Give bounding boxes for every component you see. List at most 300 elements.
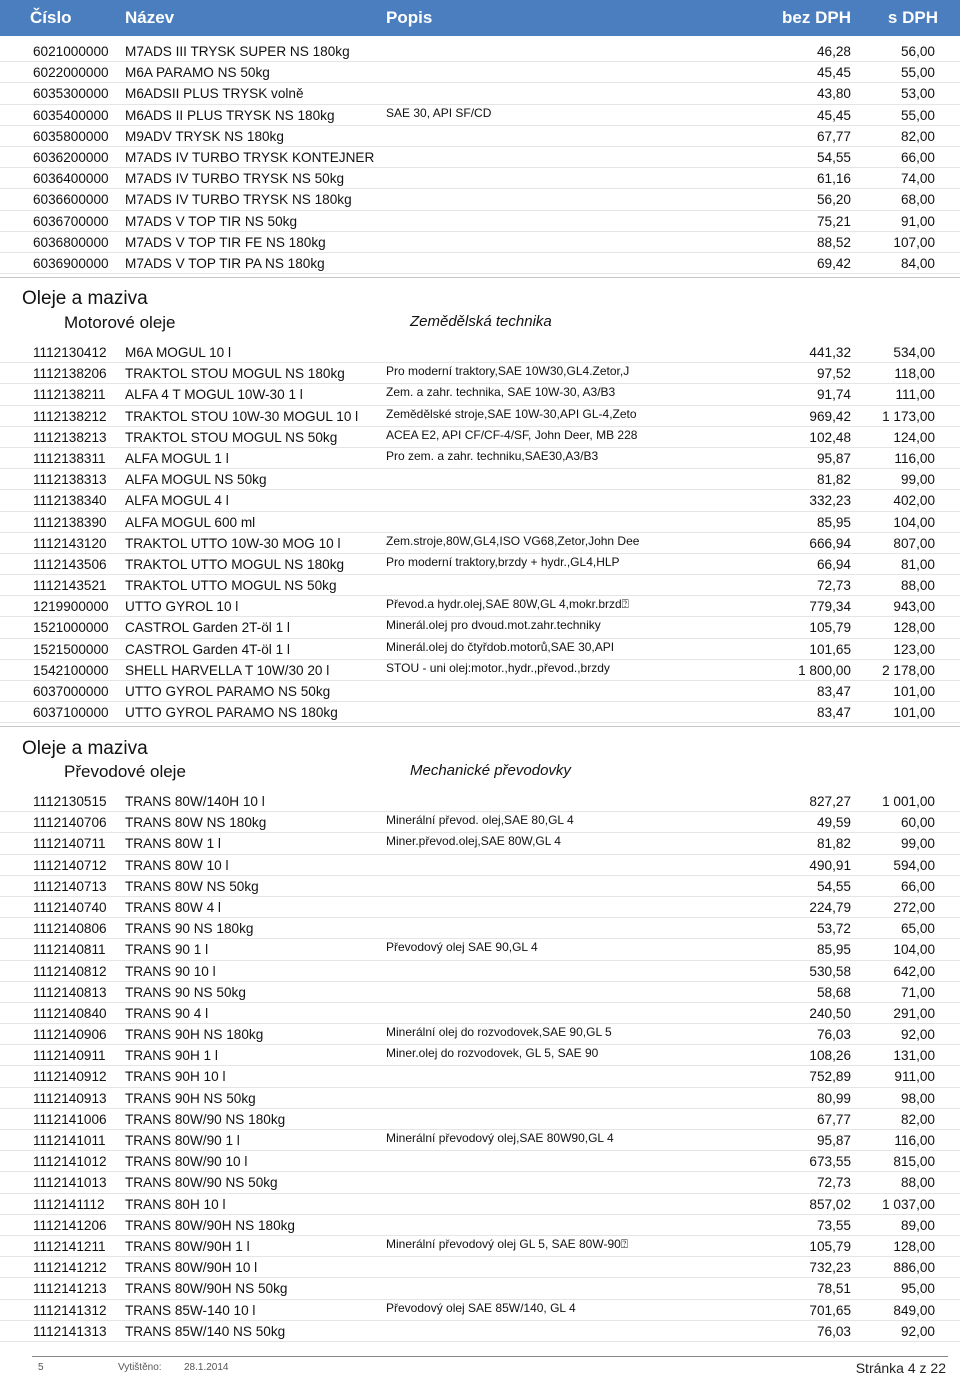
- product-name: UTTO GYROL 10 l: [125, 599, 239, 615]
- price-with-vat: 88,00: [900, 1175, 935, 1191]
- price-with-vat: 111,00: [895, 387, 935, 403]
- price-without-vat: 88,52: [816, 234, 851, 250]
- price-without-vat: 61,16: [816, 171, 851, 187]
- header-cislo: Číslo: [30, 8, 72, 27]
- product-name: TRANS 80W/90H 1 l: [125, 1238, 250, 1254]
- table-row: [0, 596, 960, 617]
- price-without-vat: 53,72: [816, 921, 851, 937]
- price-with-vat: 92,00: [900, 1027, 935, 1043]
- price-without-vat: 969,42: [809, 408, 851, 424]
- price-without-vat: 73,55: [816, 1217, 851, 1233]
- product-code: 1112140906: [33, 1027, 107, 1043]
- price-without-vat: 58,68: [816, 984, 851, 1000]
- price-without-vat: 108,26: [809, 1048, 851, 1064]
- product-name: TRANS 85W-140 10 l: [125, 1302, 256, 1318]
- product-description: Minerální olej do rozvodovek,SAE 90,GL 5: [386, 1025, 612, 1040]
- product-name: TRANS 90 10 l: [125, 963, 216, 979]
- price-with-vat: 291,00: [893, 1005, 935, 1021]
- table-row: [0, 448, 960, 469]
- price-with-vat: 128,00: [893, 620, 935, 636]
- product-name: TRANS 80W/90H NS 180kg: [125, 1217, 295, 1233]
- price-without-vat: 332,23: [809, 493, 851, 509]
- product-name: TRANS 80W/90 1 l: [125, 1133, 240, 1148]
- price-without-vat: 530,58: [809, 963, 851, 979]
- product-description: Minerální převod. olej,SAE 80,GL 4: [386, 813, 574, 828]
- product-description: ACEA E2, API CF/CF-4/SF, John Deer, MB 228: [386, 427, 638, 442]
- product-description: STOU - uni olej:motor.,hydr.,převod.,brzdy: [386, 660, 610, 675]
- product-code: 6036400000: [33, 171, 109, 187]
- product-code: 1112138390: [33, 514, 107, 530]
- price-without-vat: 72,73: [816, 578, 851, 594]
- product-code: 1112141112: [33, 1196, 105, 1212]
- price-without-vat: 441,32: [809, 345, 851, 360]
- table-row: [0, 982, 960, 1003]
- product-name: M7ADS V TOP TIR FE NS 180kg: [125, 234, 326, 250]
- price-with-vat: 116,00: [894, 450, 935, 466]
- product-name: TRANS 80W/140H 10 l: [125, 794, 265, 809]
- product-code: 1112130515: [33, 794, 107, 809]
- product-code: 1112143120: [33, 535, 107, 551]
- printed-label: Vytištěno:: [118, 1362, 162, 1373]
- price-without-vat: 732,23: [809, 1260, 851, 1276]
- price-without-vat: 54,55: [816, 149, 851, 165]
- product-code: 1112140706: [33, 815, 107, 831]
- header-nazev: Název: [125, 8, 175, 27]
- product-code: 1112143521: [33, 578, 107, 594]
- table-row: [0, 105, 960, 126]
- product-code: 1112140840: [33, 1005, 107, 1021]
- product-name: ALFA MOGUL 1 l: [125, 450, 229, 466]
- product-description: Zem.stroje,80W,GL4,ISO VG68,Zetor,John Dee: [386, 533, 640, 548]
- product-code: 1112141312: [33, 1302, 107, 1318]
- product-name: ALFA 4 T MOGUL 10W-30 1 l: [125, 387, 303, 403]
- table-row: [0, 639, 960, 660]
- price-with-vat: 1 037,00: [882, 1196, 935, 1212]
- product-name: ALFA MOGUL 600 ml: [125, 514, 256, 530]
- product-code: 1112140711: [33, 836, 106, 852]
- product-code: 6022000000: [33, 65, 109, 81]
- product-name: TRAKTOL UTTO MOGUL NS 180kg: [125, 556, 345, 572]
- table-row: [0, 342, 960, 363]
- price-without-vat: 85,95: [816, 514, 851, 530]
- section-divider: [0, 726, 960, 727]
- product-code: 6035800000: [33, 128, 109, 144]
- product-name: M6A MOGUL 10 l: [125, 345, 232, 360]
- product-code: 6036800000: [33, 234, 109, 250]
- product-name: CASTROL Garden 4T-öl 1 l: [125, 641, 290, 657]
- price-without-vat: 240,50: [809, 1005, 851, 1021]
- footer-number: 5: [38, 1362, 44, 1373]
- table-row: [0, 833, 960, 854]
- footer-divider: [32, 1356, 948, 1357]
- product-name: M7ADS IV TURBO TRYSK NS 50kg: [125, 171, 345, 187]
- table-row: [0, 253, 960, 274]
- table-row: [0, 62, 960, 83]
- table-row: [0, 533, 960, 554]
- table-row: [0, 1321, 960, 1342]
- table-row: [0, 1300, 960, 1321]
- product-name: TRAKTOL STOU MOGUL NS 180kg: [125, 366, 345, 382]
- table-row: [0, 1024, 960, 1045]
- price-with-vat: 66,00: [900, 878, 935, 894]
- price-without-vat: 69,42: [816, 255, 851, 271]
- price-without-vat: 95,87: [816, 450, 851, 466]
- price-with-vat: 89,00: [900, 1217, 935, 1233]
- page-number: Stránka 4 z 22: [855, 1360, 946, 1376]
- price-with-vat: 131,00: [893, 1048, 935, 1064]
- table-row: [0, 1236, 960, 1257]
- product-code: 1112138313: [33, 472, 107, 488]
- price-with-vat: 911,00: [894, 1069, 935, 1085]
- table-row: [0, 147, 960, 168]
- product-name: UTTO GYROL PARAMO NS 50kg: [125, 684, 331, 699]
- table-row: [0, 232, 960, 253]
- price-with-vat: 272,00: [893, 899, 935, 915]
- table-header: [0, 0, 960, 36]
- table-row: [0, 384, 960, 405]
- product-code: 1219900000: [33, 599, 109, 615]
- product-name: M7ADS V TOP TIR NS 50kg: [125, 213, 298, 229]
- table-row: [0, 126, 960, 147]
- product-name: TRANS 90H NS 180kg: [125, 1027, 264, 1043]
- product-code: 1112141206: [33, 1217, 107, 1233]
- product-description: Převod.a hydr.olej,SAE 80W,GL 4,mokr.brzd⍰: [386, 597, 629, 612]
- product-name: TRANS 80W 4 l: [125, 899, 221, 915]
- price-without-vat: 81,82: [816, 836, 851, 852]
- price-without-vat: 67,77: [816, 128, 851, 144]
- price-with-vat: 1 173,00: [882, 408, 935, 424]
- table-row: [0, 1003, 960, 1024]
- product-name: M6ADSII PLUS TRYSK volně: [125, 86, 304, 102]
- product-name: TRANS 90H 1 l: [125, 1048, 218, 1064]
- product-code: 1112141211: [33, 1238, 106, 1254]
- product-code: 6036900000: [33, 255, 109, 271]
- product-code: 1112138340: [33, 493, 107, 509]
- price-with-vat: 116,00: [894, 1133, 935, 1148]
- product-code: 1112130412: [33, 345, 107, 360]
- price-with-vat: 101,00: [893, 705, 935, 721]
- subcategory-title: Převodové oleje: [64, 762, 186, 781]
- product-code: 1112141213: [33, 1281, 107, 1297]
- product-name: TRANS 85W/140 NS 50kg: [125, 1323, 286, 1339]
- price-with-vat: 402,00: [893, 493, 935, 509]
- product-code: 1112138211: [33, 387, 106, 403]
- table-row: [0, 702, 960, 723]
- price-with-vat: 68,00: [900, 192, 935, 208]
- price-with-vat: 101,00: [893, 684, 935, 699]
- table-row: [0, 406, 960, 427]
- table-row: [0, 855, 960, 876]
- category-title: Oleje a maziva: [22, 738, 148, 759]
- price-with-vat: 118,00: [894, 366, 935, 382]
- price-without-vat: 105,79: [809, 1238, 851, 1254]
- header-bez-dph: bez DPH: [782, 8, 851, 27]
- price-with-vat: 81,00: [900, 556, 935, 572]
- product-code: 6037100000: [33, 705, 109, 721]
- table-row: [0, 554, 960, 575]
- product-description: Minerální převodový olej GL 5, SAE 80W-90⍰: [386, 1236, 628, 1251]
- motor-oil-list: [0, 342, 960, 727]
- product-name: ALFA MOGUL NS 50kg: [125, 472, 267, 488]
- price-with-vat: 98,00: [900, 1090, 935, 1106]
- price-with-vat: 74,00: [900, 171, 935, 187]
- product-code: 1112138212: [33, 408, 107, 424]
- table-row: [0, 1130, 960, 1151]
- price-with-vat: 56,00: [900, 44, 935, 59]
- price-without-vat: 95,87: [816, 1133, 851, 1148]
- header-s-dph: s DPH: [887, 8, 938, 27]
- product-name: TRANS 80W NS 50kg: [125, 878, 259, 894]
- product-code: 1112141212: [33, 1260, 107, 1276]
- gear-section-heading: [0, 733, 960, 791]
- product-code: 1112140811: [33, 942, 106, 958]
- table-row: [0, 1172, 960, 1193]
- product-code: 1112143506: [33, 556, 107, 572]
- price-without-vat: 78,51: [816, 1281, 851, 1297]
- price-with-vat: 886,00: [893, 1260, 935, 1276]
- product-name: TRAKTOL UTTO MOGUL NS 50kg: [125, 578, 337, 594]
- product-name: M9ADV TRYSK NS 180kg: [125, 128, 284, 144]
- product-code: 1112141313: [33, 1323, 107, 1339]
- price-without-vat: 490,91: [809, 857, 851, 873]
- product-code: 6037000000: [33, 684, 109, 699]
- price-with-vat: 82,00: [900, 128, 935, 144]
- price-with-vat: 849,00: [893, 1302, 935, 1318]
- table-row: [0, 791, 960, 812]
- product-code: 1112140713: [33, 878, 107, 894]
- table-row: [0, 1109, 960, 1130]
- product-name: CASTROL Garden 2T-öl 1 l: [125, 620, 290, 636]
- product-name: M7ADS III TRYSK SUPER NS 180kg: [125, 44, 350, 59]
- product-name: TRANS 80H 10 l: [125, 1196, 226, 1212]
- price-with-vat: 534,00: [893, 345, 935, 360]
- price-with-vat: 60,00: [900, 815, 935, 831]
- table-row: [0, 939, 960, 960]
- product-code: 6036200000: [33, 149, 109, 165]
- price-with-vat: 95,00: [900, 1281, 935, 1297]
- product-description: Pro moderní traktory,brzdy + hydr.,GL4,HLP: [386, 554, 620, 569]
- price-with-vat: 2 178,00: [882, 662, 935, 678]
- price-without-vat: 752,89: [809, 1069, 851, 1085]
- price-without-vat: 701,65: [809, 1302, 851, 1318]
- price-with-vat: 943,00: [893, 599, 935, 615]
- price-without-vat: 54,55: [816, 878, 851, 894]
- price-without-vat: 67,77: [816, 1111, 851, 1127]
- product-code: 6035400000: [33, 107, 109, 123]
- price-without-vat: 97,52: [816, 366, 851, 382]
- table-row: [0, 1257, 960, 1278]
- product-code: 1112138213: [33, 429, 107, 445]
- price-without-vat: 827,27: [809, 794, 851, 809]
- product-name: TRANS 90 4 l: [125, 1005, 209, 1021]
- price-with-vat: 55,00: [900, 107, 935, 123]
- table-row: [0, 83, 960, 104]
- product-name: TRANS 90 1 l: [125, 942, 209, 958]
- product-name: SHELL HARVELLA T 10W/30 20 l: [125, 662, 330, 678]
- price-with-vat: 88,00: [900, 578, 935, 594]
- product-description: Převodový olej SAE 90,GL 4: [386, 940, 538, 955]
- product-name: TRANS 80W/90 10 l: [125, 1154, 248, 1170]
- table-row: [0, 1215, 960, 1236]
- product-name: TRAKTOL UTTO 10W-30 MOG 10 l: [125, 535, 341, 551]
- price-without-vat: 81,82: [816, 472, 851, 488]
- price-with-vat: 594,00: [893, 857, 935, 873]
- price-without-vat: 49,59: [816, 815, 851, 831]
- product-code: 1112141011: [33, 1133, 106, 1148]
- header-popis: Popis: [386, 8, 433, 27]
- product-code: 1112140911: [33, 1048, 106, 1064]
- price-with-vat: 807,00: [893, 535, 935, 551]
- price-with-vat: 124,00: [893, 429, 935, 445]
- product-name: TRAKTOL STOU MOGUL NS 50kg: [125, 429, 338, 445]
- price-without-vat: 56,20: [816, 192, 851, 208]
- table-row: [0, 211, 960, 232]
- product-code: 1112138206: [33, 366, 107, 382]
- category-title: Oleje a maziva: [22, 288, 148, 309]
- product-name: TRANS 90 NS 50kg: [125, 984, 246, 1000]
- table-row: [0, 512, 960, 533]
- product-code: 1112140813: [33, 984, 107, 1000]
- price-with-vat: 99,00: [900, 836, 935, 852]
- price-without-vat: 105,79: [809, 620, 851, 636]
- product-name: TRANS 80W NS 180kg: [125, 815, 267, 831]
- price-without-vat: 43,80: [816, 86, 851, 102]
- product-description: Minerální převodový olej,SAE 80W90,GL 4: [386, 1131, 614, 1145]
- price-with-vat: 53,00: [900, 86, 935, 102]
- product-code: 6036700000: [33, 213, 109, 229]
- price-with-vat: 66,00: [900, 149, 935, 165]
- price-without-vat: 666,94: [809, 535, 851, 551]
- table-row: [0, 490, 960, 511]
- price-without-vat: 80,99: [816, 1090, 851, 1106]
- page-footer: [0, 1352, 960, 1378]
- price-with-vat: 815,00: [893, 1154, 935, 1170]
- table-row: [0, 812, 960, 833]
- subcategory-title: Motorové oleje: [64, 313, 176, 332]
- product-name: UTTO GYROL PARAMO NS 180kg: [125, 705, 338, 721]
- price-with-vat: 123,00: [893, 641, 935, 657]
- price-without-vat: 101,65: [809, 641, 851, 657]
- price-without-vat: 83,47: [816, 684, 851, 699]
- price-without-vat: 75,21: [816, 213, 851, 229]
- product-code: 1112140913: [33, 1090, 107, 1106]
- price-with-vat: 104,00: [893, 514, 935, 530]
- price-without-vat: 83,47: [816, 705, 851, 721]
- table-row: [0, 575, 960, 596]
- product-code: 1112140806: [33, 921, 107, 937]
- printed-date: 28.1.2014: [184, 1362, 229, 1373]
- table-row: [0, 961, 960, 982]
- product-name: TRANS 80W/90H NS 50kg: [125, 1281, 288, 1297]
- price-without-vat: 91,74: [816, 387, 851, 403]
- product-description: Zem. a zahr. technika, SAE 10W-30, A3/B3: [386, 385, 616, 400]
- price-without-vat: 779,34: [809, 599, 851, 615]
- table-row: [0, 1066, 960, 1087]
- product-name: TRAKTOL STOU 10W-30 MOGUL 10 l: [125, 408, 359, 424]
- product-code: 6021000000: [33, 44, 109, 59]
- table-row: [0, 681, 960, 702]
- product-code: 1542100000: [33, 662, 109, 678]
- product-code: 1112141013: [33, 1175, 107, 1191]
- product-description: Pro zem. a zahr. techniku,SAE30,A3/B3: [386, 448, 599, 463]
- product-name: TRANS 90H 10 l: [125, 1069, 226, 1085]
- product-name: TRANS 80W/90 NS 180kg: [125, 1111, 286, 1127]
- price-without-vat: 85,95: [816, 942, 851, 958]
- product-description: Pro moderní traktory,SAE 10W30,GL4.Zetor,J: [386, 364, 630, 379]
- price-with-vat: 104,00: [893, 942, 935, 958]
- price-with-vat: 92,00: [900, 1323, 935, 1339]
- product-name: M7ADS IV TURBO TRYSK KONTEJNER: [125, 149, 375, 165]
- product-description: Miner.olej do rozvodovek, GL 5, SAE 90: [386, 1046, 599, 1061]
- price-without-vat: 102,48: [809, 429, 851, 445]
- price-without-vat: 224,79: [809, 899, 851, 915]
- table-row: [0, 41, 960, 62]
- table-row: [0, 897, 960, 918]
- product-code: 1112140740: [33, 899, 107, 915]
- price-without-vat: 673,55: [809, 1154, 851, 1170]
- price-without-vat: 1 800,00: [798, 662, 851, 678]
- product-code: 6036600000: [33, 192, 109, 208]
- top-price-list: [0, 41, 960, 278]
- price-without-vat: 46,28: [816, 44, 851, 59]
- product-name: TRANS 80W 1 l: [125, 836, 221, 852]
- price-without-vat: 857,02: [809, 1196, 851, 1212]
- price-with-vat: 1 001,00: [882, 794, 935, 809]
- product-code: 1112140912: [33, 1069, 107, 1085]
- table-row: [0, 1088, 960, 1109]
- product-code: 1112141006: [33, 1111, 107, 1127]
- price-without-vat: 76,03: [816, 1027, 851, 1043]
- table-row: [0, 1151, 960, 1172]
- product-code: 1112140712: [33, 857, 107, 873]
- price-with-vat: 99,00: [900, 472, 935, 488]
- price-with-vat: 642,00: [893, 963, 935, 979]
- table-row: [0, 168, 960, 189]
- product-name: TRANS 90 NS 180kg: [125, 921, 254, 937]
- product-name: TRANS 80W 10 l: [125, 857, 229, 873]
- product-description: Minerál.olej do čtyřdob.motorů,SAE 30,API: [386, 639, 615, 654]
- product-name: M6A PARAMO NS 50kg: [125, 65, 270, 81]
- price-without-vat: 45,45: [816, 107, 851, 123]
- product-name: TRANS 90H NS 50kg: [125, 1090, 256, 1106]
- technique-title: Zemědělská technika: [410, 313, 552, 330]
- table-row: [0, 363, 960, 384]
- table-row: [0, 1278, 960, 1299]
- motor-section-heading: [0, 283, 960, 341]
- table-row: [0, 918, 960, 939]
- product-name: ALFA MOGUL 4 l: [125, 493, 229, 509]
- product-name: M7ADS IV TURBO TRYSK NS 180kg: [125, 192, 352, 208]
- price-with-vat: 128,00: [893, 1238, 935, 1254]
- product-description: Miner.převod.olej,SAE 80W,GL 4: [386, 834, 561, 849]
- price-without-vat: 45,45: [816, 65, 851, 81]
- table-row: [0, 617, 960, 638]
- table-row: [0, 427, 960, 448]
- product-description: Převodový olej SAE 85W/140, GL 4: [386, 1300, 576, 1315]
- product-code: 1521000000: [33, 620, 109, 636]
- product-name: TRANS 80W/90H 10 l: [125, 1260, 258, 1276]
- price-with-vat: 84,00: [900, 255, 935, 271]
- product-name: M6ADS II PLUS TRYSK NS 180kg: [125, 107, 335, 123]
- product-code: 6035300000: [33, 86, 109, 102]
- product-name: M7ADS V TOP TIR PA NS 180kg: [125, 255, 325, 271]
- table-row: [0, 189, 960, 210]
- price-without-vat: 72,73: [816, 1175, 851, 1191]
- table-row: [0, 1194, 960, 1215]
- product-description: SAE 30, API SF/CD: [386, 105, 492, 120]
- price-without-vat: 76,03: [816, 1323, 851, 1339]
- price-with-vat: 55,00: [900, 65, 935, 81]
